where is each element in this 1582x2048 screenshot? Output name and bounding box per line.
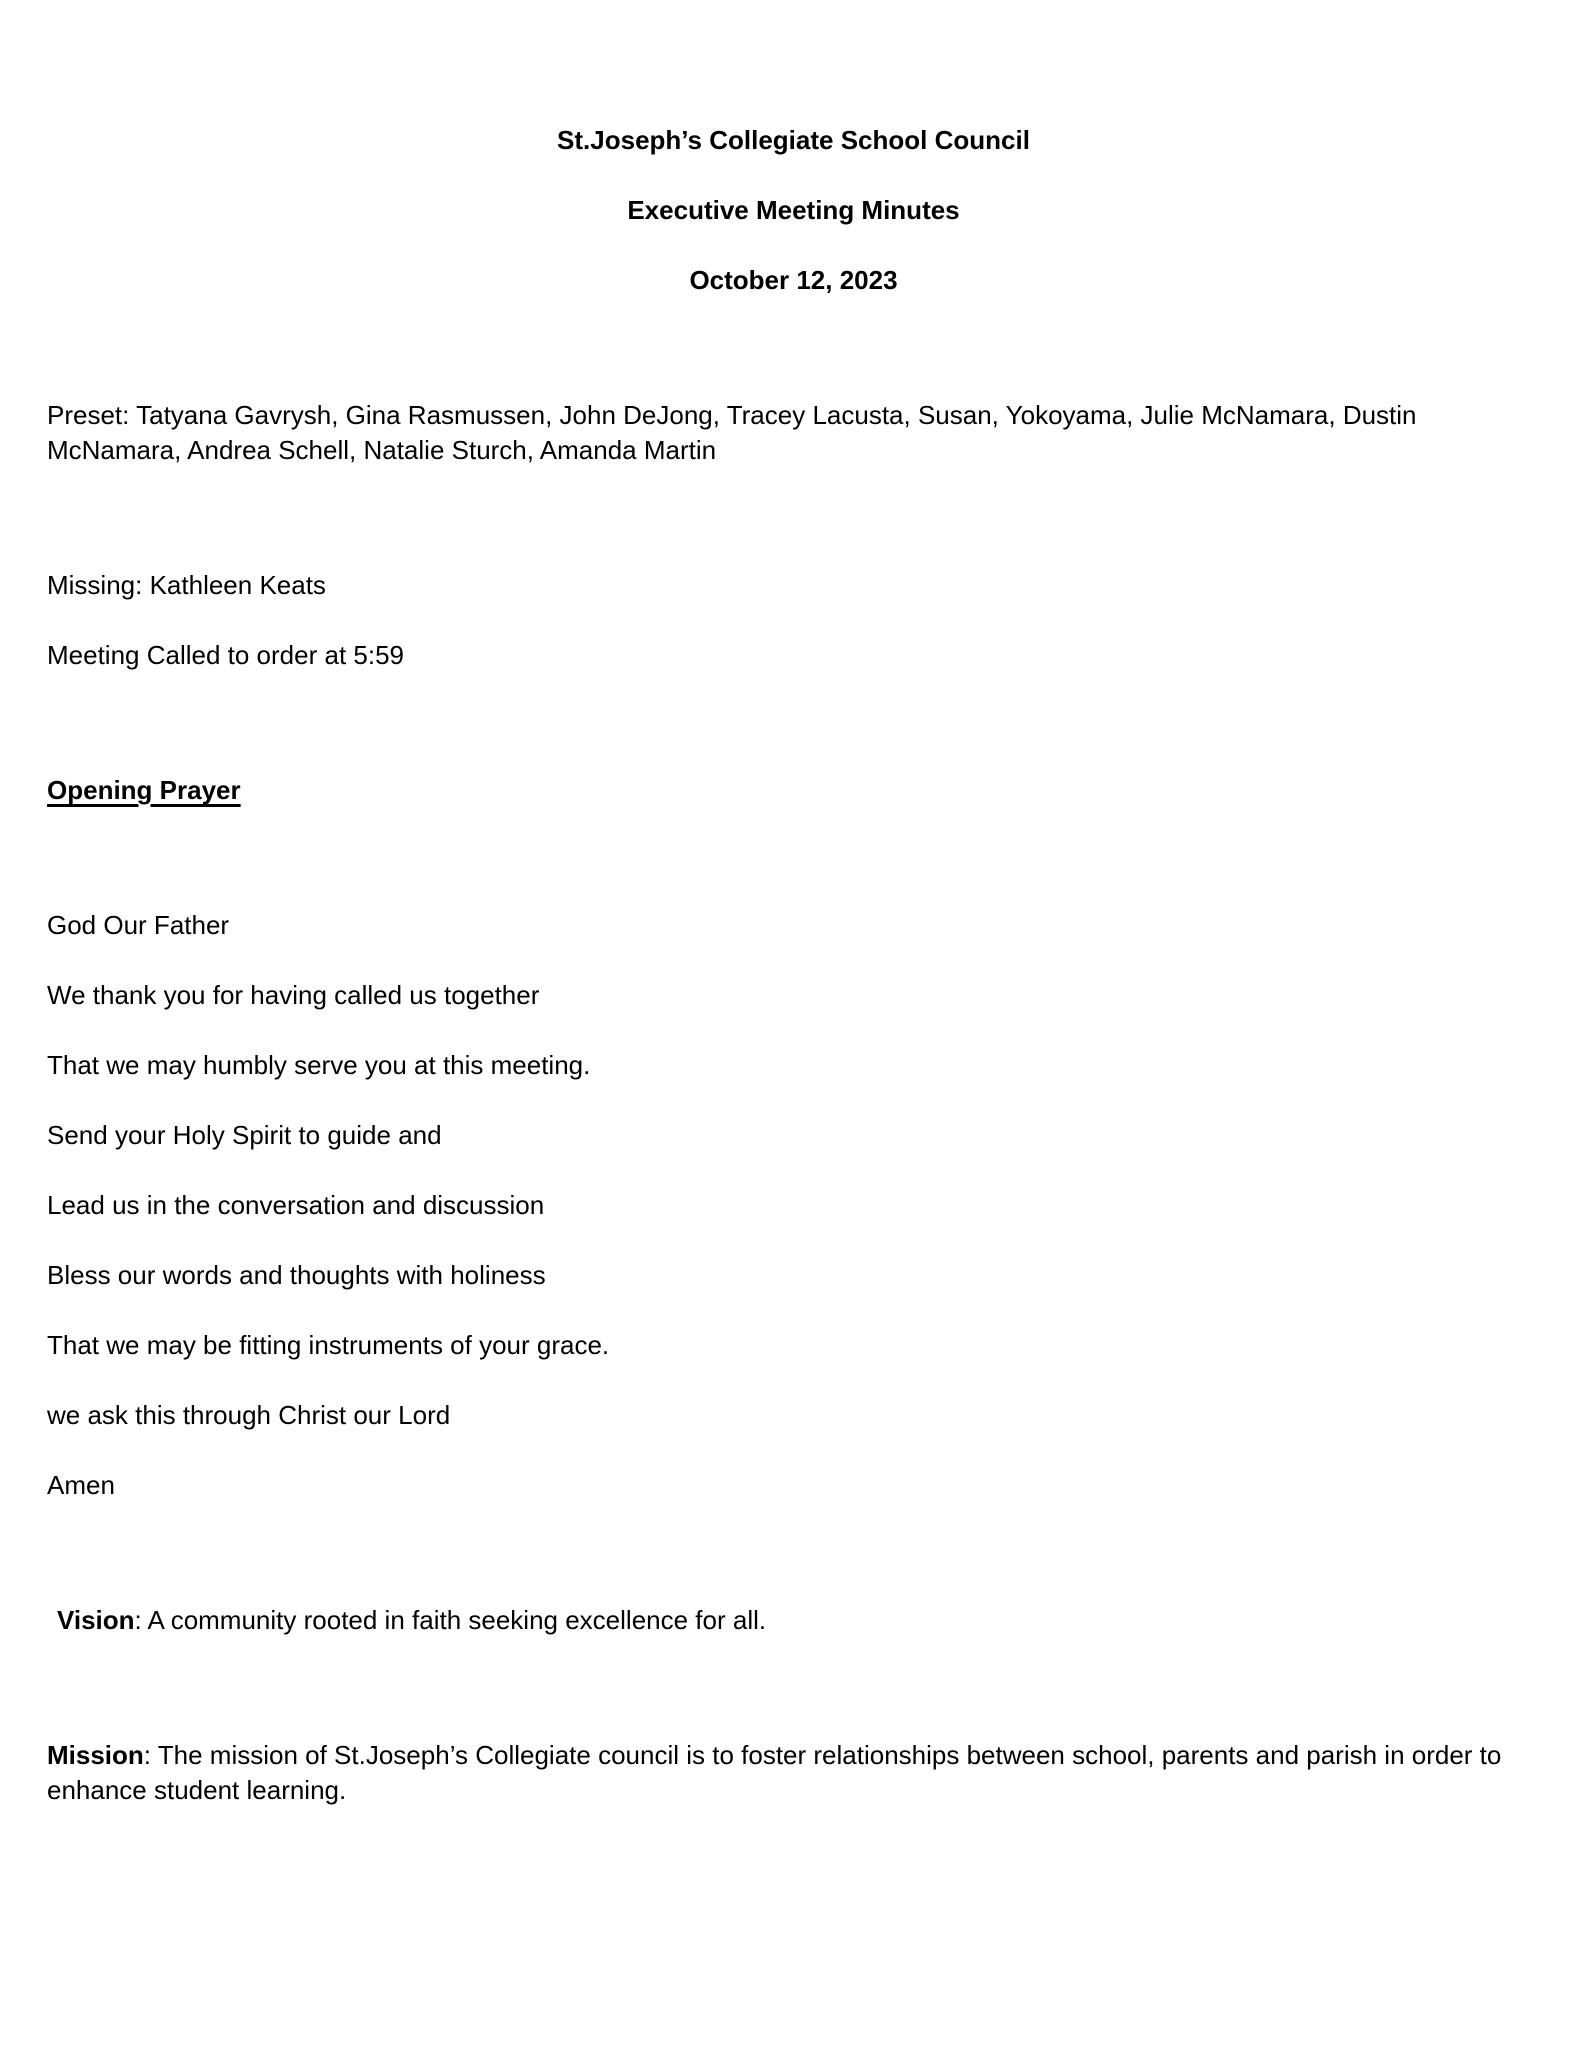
prayer-line-7: That we may be fitting instruments of your grace.: [47, 1330, 610, 1360]
vision-paragraph: [47, 1603, 1540, 1638]
mission-label: Mission: [47, 1740, 144, 1770]
opening-prayer-heading: [47, 773, 1540, 808]
missing-paragraph: Missing: Kathleen Keats: [47, 570, 326, 600]
call-to-order-paragraph: Meeting Called to order at 5:59: [47, 640, 404, 670]
mission-text: : The mission of St.Joseph’s Collegiate council is to foster relationships between school, parents and parish in order to enhance student learning.: [47, 1740, 1502, 1805]
present-paragraph: Preset: Tatyana Gavrysh, Gina Rasmussen, John DeJong, Tracey Lacusta, Susan, Yokoyama, Julie McNamara, Dustin McNamara, Andrea Schell, Natalie Sturch, Amanda Martin: [47, 400, 1417, 465]
prayer-line-3: That we may humbly serve you at this meeting.: [47, 1050, 591, 1080]
meeting-type-line: Executive Meeting Minutes: [627, 195, 960, 225]
vision-label: Vision: [57, 1605, 135, 1635]
prayer-line-8: we ask this through Christ our Lord: [47, 1400, 451, 1430]
mission-paragraph: [47, 1738, 1540, 1808]
prayer-line-6: Bless our words and thoughts with holiness: [47, 1260, 546, 1290]
prayer-line-5: Lead us in the conversation and discussion: [47, 1190, 545, 1220]
doc-title-line: St.Joseph’s Collegiate School Council: [557, 125, 1030, 155]
meeting-date-line: October 12, 2023: [689, 265, 898, 295]
prayer-line-1: God Our Father: [47, 910, 230, 940]
document-header: [47, 123, 1540, 298]
opening-prayer-heading-text: Opening Prayer: [47, 775, 241, 805]
vision-text: : A community rooted in faith seeking excellence for all.: [134, 1605, 767, 1635]
prayer-line-2: We thank you for having called us together: [47, 980, 540, 1010]
prayer-line-4: Send your Holy Spirit to guide and: [47, 1120, 442, 1150]
prayer-line-9: Amen: [47, 1470, 115, 1500]
